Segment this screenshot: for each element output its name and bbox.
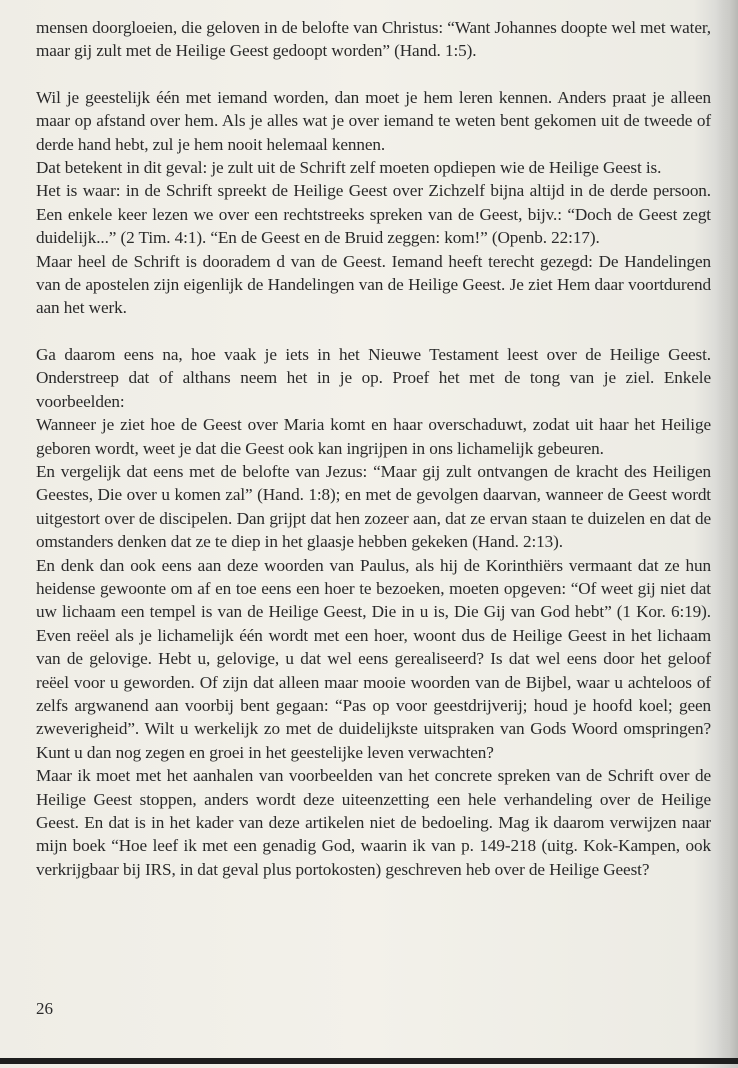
paragraph-8: En vergelijk dat eens met de belofte van Jezus: “Maar gij zult ontvangen de kracht des Heiligen Geestes, Die over u komen zal” (Hand. 1:8); en met de gevolgen daarvan, wanneer de Geest wordt uitgestort over de discipelen. Dan grijpt dat hen zozeer aan, dat ze ervan staan te duizelen en dat de omstanders denken dat ze te diep in het glaasje hebben gekeken (Hand. 2:13).	[36, 461, 711, 552]
paragraph-4: Het is waar: in de Schrift spreekt de Heilige Geest over Zichzelf bijna altijd in de derde persoon. Een enkele keer lezen we over een rechtstreeks spreken van de Geest, bijv.: “Doch de Geest zegt duidelijk...” (2 Tim. 4:1). “En de Geest en de Bruid zeggen: kom!” (Openb. 22:17).	[36, 181, 711, 248]
paragraph-9: En denk dan ook eens aan deze woorden van Paulus, als hij de Korinthiërs vermaant dat ze hun heidense gewoonte om af en toe eens een hoer te bezoeken, moeten opgeven: “Of weet gij niet dat uw lichaam een tempel is van de Heilige Geest, Die in u is, Die Gij van God hebt” (1 Kor. 6:19). Even reëel als je lichamelijk één wordt met een hoer, woont dus de Heilige Geest in het lichaam van de gelovige. Hebt u, gelovige, u dat wel eens gerealiseerd? Is dat wel eens door het geloof reëel voor u geworden. Of zijn dat alleen maar mooie woorden van de Bijbel, waar u achteloos of zelfs argwanend aan voorbij bent gegaan: “Pas op voor geestdrijverij; houd je hoofd koel; geen zweverigheid”. Wilt u werkelijk zo met de duidelijkste uitspraken van Gods Woord omspringen? Kunt u dan nog zegen en groei in het geestelijke leven verwachten?	[36, 555, 711, 762]
paragraph-gap	[36, 63, 711, 86]
paragraph-2: Wil je geestelijk één met iemand worden, dan moet je hem leren kennen. Anders praat je alleen maar op afstand over hem. Als je alles wat je over iemand te weten bent gekomen uit de tweede of derde hand hebt, zul je hem nooit helemaal kennen.	[36, 87, 711, 154]
facing-page-bleed	[722, 20, 736, 1020]
paragraph-3: Dat betekent in dit geval: je zult uit de Schrift zelf moeten opdiepen wie de Heilige Geest is.	[36, 158, 662, 178]
bottom-edge-rule	[0, 1058, 738, 1064]
paragraph-5: Maar heel de Schrift is dooradem d van de Geest. Iemand heeft terecht gezegd: De Handelingen van de apostelen zijn eigenlijk de Handelingen van de Heilige Geest. Je ziet Hem daar voortdurend aan het werk.	[36, 251, 711, 318]
body-text	[36, 16, 711, 881]
paragraph-gap	[36, 320, 711, 343]
paragraph-6: Ga daarom eens na, hoe vaak je iets in het Nieuwe Testament leest over de Heilige Geest. Onderstreep dat of althans neem het in je op. Proef het met de tong van je ziel. Enkele voorbeelden:	[36, 344, 711, 411]
paragraph-1: mensen doorgloeien, die geloven in de belofte van Christus: “Want Johannes doopte wel met water, maar gij zult met de Heilige Geest gedoopt worden” (Hand. 1:5).	[36, 18, 711, 61]
page-number: 26	[36, 999, 53, 1018]
paragraph-7: Wanneer je ziet hoe de Geest over Maria komt en haar overschaduwt, zodat uit haar het Heilige geboren wordt, weet je dat die Geest ook kan ingrijpen in ons lichamelijk gebeuren.	[36, 415, 711, 458]
paragraph-10: Maar ik moet met het aanhalen van voorbeelden van het concrete spreken van de Schrift over de Heilige Geest stoppen, anders wordt deze uiteenzetting een hele verhandeling over de Heilige Geest. En dat is in het kader van deze artikelen niet de bedoeling. Mag ik daarom verwijzen naar mijn boek “Hoe leef ik met een genadig God, waarin ik van p. 149-218 (uitg. Kok-Kampen, ook verkrijgbaar bij IRS, in dat geval plus portokosten) geschreven heb over de Heilige Geest?	[36, 766, 711, 879]
